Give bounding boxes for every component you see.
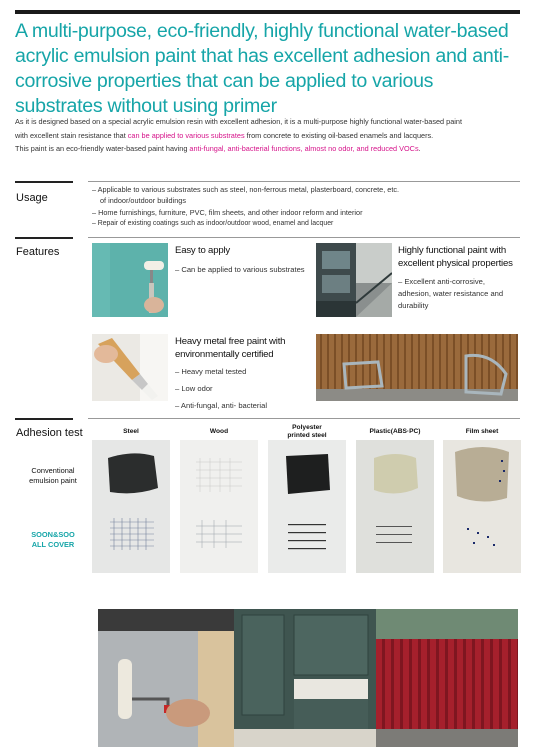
paint-brush-image <box>92 334 168 401</box>
feature-2-title: Highly functional paint with excellent physical properties <box>398 245 513 269</box>
features-rule-left <box>15 237 73 239</box>
col-head-polyester: Polyester printed steel <box>287 424 327 439</box>
intro-line-1: As it is designed based on a special acrylic emulsion resin with excellent adhesion, it is a multi-purpose highly functional water-based paint <box>15 117 462 126</box>
col-head-steel: Steel <box>123 428 139 435</box>
red-gate-photo <box>376 609 518 747</box>
headline: A multi-purpose, eco-friendly, highly functional water-based acrylic emulsion paint that has excellent adhesion and anti-corrosive properties that can be applied to various substrates without using primer <box>15 20 509 117</box>
usage-rule-left <box>15 181 73 183</box>
adhesion-panel-polyester <box>268 440 346 573</box>
intro-highlight-substrates: can be applied to various substrates <box>127 130 245 140</box>
features-rule-right <box>88 237 520 238</box>
top-rule <box>15 10 520 14</box>
usage-item: – Repair of existing coatings such as indoor/outdoor wood, enamel and lacquer <box>92 219 334 227</box>
adhesion-panel-wood <box>180 440 258 573</box>
green-kitchen-photo <box>234 609 376 747</box>
adhesion-panel-steel <box>92 440 170 573</box>
building-stairs-image <box>316 243 392 317</box>
roller-teal-wall-image <box>92 243 168 317</box>
intro-highlight-functions: anti-fungal, anti-bacterial functions, almost no odor, and reduced VOCs <box>189 144 419 153</box>
intro-text <box>15 115 525 156</box>
col-head-plastic: Plastic(ABS·PC) <box>369 428 421 435</box>
feature-1-item: – Can be applied to various substrates <box>175 265 305 274</box>
roller-illustration <box>92 243 168 317</box>
intro-line-3: This paint is an eco-friendly water-based paint having anti-fungal, anti-bacterial functions, almost no odor, and reduced VOCs. <box>15 144 421 153</box>
adhesion-panel-plastic <box>356 440 434 573</box>
usage-item: – Applicable to various substrates such as steel, non-ferrous metal, plasterboard, concrete, etc. <box>92 185 400 194</box>
col-head-wood: Wood <box>209 428 229 435</box>
usage-list <box>92 184 522 229</box>
row-label-conventional: Conventional emulsion paint <box>29 466 77 485</box>
features-title: Features <box>16 246 60 258</box>
feature-3-title: Heavy metal free paint with environmentally certified <box>175 336 286 360</box>
feature-3-item: – Anti-fungal, anti- bacterial <box>175 401 268 410</box>
feature-3-item: – Heavy metal tested <box>175 367 247 376</box>
adhesion-rule-left <box>15 418 73 420</box>
adhesion-title: Adhesion test <box>16 427 83 439</box>
feature-3-items <box>175 363 267 414</box>
feature-2-item: – Excellent anti-corrosive, <box>398 277 485 286</box>
outdoor-chairs-image <box>316 334 518 401</box>
roller-wall-photo <box>98 609 234 747</box>
intro-line-2: with excellent stain resistance that can be applied to various substrates from concrete to existing oil-based enamels and lacquers. <box>15 130 434 140</box>
row-label-soonsoo: SOON&SOO ALL COVER <box>31 530 75 549</box>
adhesion-panel-film <box>443 440 521 573</box>
feature-2-items <box>398 276 503 312</box>
usage-item: – Home furnishings, furniture, PVC, film sheets, and other indoor reform and interior <box>92 207 363 217</box>
adhesion-rule-right <box>88 418 520 419</box>
feature-1-title: Easy to apply <box>175 245 230 256</box>
col-head-film: Film sheet <box>465 428 499 435</box>
usage-item: of indoor/outdoor buildings <box>100 196 187 206</box>
usage-rule-right <box>88 181 520 182</box>
feature-3-item: – Low odor <box>175 384 213 393</box>
feature-2-item: durability <box>398 301 429 310</box>
feature-2-item: adhesion, water resistance and <box>398 289 504 298</box>
usage-title: Usage <box>16 192 48 204</box>
